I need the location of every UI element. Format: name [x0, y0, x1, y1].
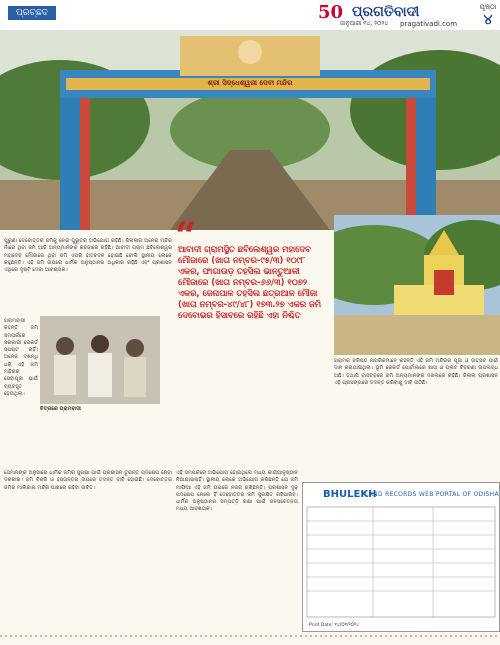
issue-date: ଜାନୁଆରୀ ୧୪, ୨୦୨୪: [340, 20, 389, 27]
villagers-caption: ଚିତ୍ରରେ ଗ୍ରାମବାସୀ: [40, 406, 81, 412]
quote-mark-icon: “: [175, 213, 197, 258]
temple-photo: [334, 215, 500, 355]
article-col1-top: ପୁରୁଣା ଦେବୋତ୍ତର ଜମିକୁ ନେଇ ଗୁରୁତର ଅଭିଯୋଗ ରହିଛି। ଜିଲ୍ଲାର ଅନେକ ମନ୍ଦିର ନାଁରେ ଥିବା ଜମି ଆଜି ଅନ୍ୟମାନଙ୍କ କବଜାରେ ରହିଛି। ଆବାଦୀ ଗ୍ରାମ ଛବିଲେଶ୍ୱର ମହାଦେବ ମୌଜାରେ ଥିବା ଜମି ଏପରି ହାତବଦଳ ହୋଇଛି ବୋଲି ସ୍ଥାନୀୟ ଲୋକେ କହୁଛନ୍ତି। ଏହି ଜମି ଉପରେ ଧାର୍ମିକ ଅନୁଷ୍ଠାନର ଅଧିକାର ରହିଛି ଏବଂ ପ୍ରଶାସନ ଏଥିରେ ଦୃଷ୍ଟି ଦେବା ଆବଶ୍ୟକ।: [4, 238, 172, 274]
page-label: ପୃଷ୍ଠା: [479, 3, 497, 11]
paper-name: ପ୍ରଗତିବାଦୀ: [352, 4, 420, 20]
pull-quote: ଆବାଦୀ ଗ୍ରାମସ୍ଥିତ ଛବିଲେଶ୍ୱର ମହାଦେବ ମୌଜାରେ (ଖାତା ନମ୍ବର-୯୫/୩) ୧୦୯୮ ଏକର, ଫାଗାଉଡ଼ ତହସିଲ ଭାନ୍ତୁଆଳୀ ମୌଜାରେ (ଖାତା ନମ୍ବର-୬୬/୩) ୧୦୭୨ ଏକର, ଜେନାପାଳ ତହସିଲ ଛତ୍ରଆଳ ମୌଜା (ଖାତା ନମ୍ବର-୪୯/୪୮) ୧୭୩.୨୭ ଏକର ଜମି ଦେବୋଭର ହିସାବରେ ରହିଛି ଏହା ନିଶ୍ଚିତ: [178, 244, 322, 320]
section-tag: ପ୍ରଚ୍ଛଦ: [8, 6, 56, 20]
website-link[interactable]: pragativadi.com: [400, 20, 458, 28]
page-number: ୪: [483, 12, 493, 28]
arch-inscription: ଶ୍ରୀ ସିଦ୍ଧେଶ୍ୱରୀ ଦେବୀ ମନ୍ଦିର: [207, 79, 293, 87]
anniversary-logo: 50: [318, 2, 344, 23]
article-col3: ଗ୍ରାମର ବରିଷ୍ଠ ନାଗରିକମାନେ କହନ୍ତି ଏହି ଜମି ମନ୍ଦିରର ପୂଜା ଓ ଉତ୍ସବ ପାଇଁ ଦାନ କରାଯାଇଥିଲା। ଭୂମି ରେକର୍ଡ ପୋର୍ଟାଲରେ ଖାତା ଓ ପ୍ଲଟ ବିବରଣୀ ଉପଲବ୍ଧ ଅଛି। ତଥାପି ବାସ୍ତବରେ ଜମି ଅନ୍ୟମାନଙ୍କ ଦଖଲରେ ରହିଛି। ଜିଲ୍ଲା ପ୍ରଶାସନ ଏହି ପ୍ରସଙ୍ଗରେ ତଦନ୍ତ କରିବାକୁ ଦାବି ଉଠିଛି।: [334, 358, 498, 386]
land-record-document: [302, 482, 500, 632]
page-footer-border: [0, 626, 500, 635]
print-date: Print Date: ୧୪/୦୧/୨୦୨୪: [309, 623, 359, 628]
article-col1-bottom: ସେମାନଙ୍କ ଅନୁସାରେ ଧାର୍ମିକ ଜମିର ସୁରକ୍ଷା ପାଇଁ ପ୍ରଶାସନ ତୁରନ୍ତ ପଦକ୍ଷେପ ନେବା ଦରକାର। ଜମି ବିକ୍ରି ଓ ହସ୍ତାନ୍ତର ଉପରେ ତଦନ୍ତ ଦାବି ହୋଇଛି। ଦେବୋତ୍ତର ଜମିର ମାଲିକାନା ମନ୍ଦିର ପାଖରେ ରହିବା ଉଚିତ।: [4, 470, 172, 491]
article-col2: ଏହି ସମ୍ପର୍କରେ ଅଭିଯୋଗ ହୋଇଥିଲେ ମଧ୍ୟ କାର୍ଯ୍ୟାନୁଷ୍ଠାନ ନିଆଯାଇନାହିଁ। ସ୍ଥାନୀୟ ଲୋକେ ଅଭିଯୋଗ କରିଛନ୍ତି ଯେ ଜମି ମାଫିଆ ଏହି ଜମି ଉପରେ ନଜର ରଖିଛନ୍ତି। ପ୍ରଶାସନ ଦୃଢ଼ ପଦକ୍ଷେପ ନେଲେ ହିଁ ଦେବୋତ୍ତର ଜମି ସୁରକ୍ଷିତ ରହିପାରିବ। ଧାର୍ମିକ ଅନୁଷ୍ଠାନର ସମ୍ପତ୍ତି ରକ୍ଷା ପାଇଁ ଜନସଚେତନତା ମଧ୍ୟ ଆବଶ୍ୟକ।: [176, 470, 298, 513]
villagers-photo: [40, 316, 160, 404]
article-col1-left: ଗ୍ରାମବାସୀ କହନ୍ତି ଜମି ସମ୍ପର୍କରେ ସରକାରୀ ରେକର୍ଡ ସ୍ପଷ୍ଟ ନାହିଁ। ଅନେକ ଦଶନ୍ଧି ଧରି ଏହି ଜମି ମନ୍ଦିରର ସେବାପୂଜା ପାଇଁ ବ୍ୟବହୃତ ହେଉଥିଲା।: [4, 318, 38, 397]
portal-subtitle: LAND RECORDS WEB PORTAL OF ODISHA: [365, 491, 499, 498]
masthead: [0, 0, 500, 31]
bhulekh-logo: BHULEKH: [323, 489, 377, 500]
temple-gate-photo: [0, 30, 500, 230]
